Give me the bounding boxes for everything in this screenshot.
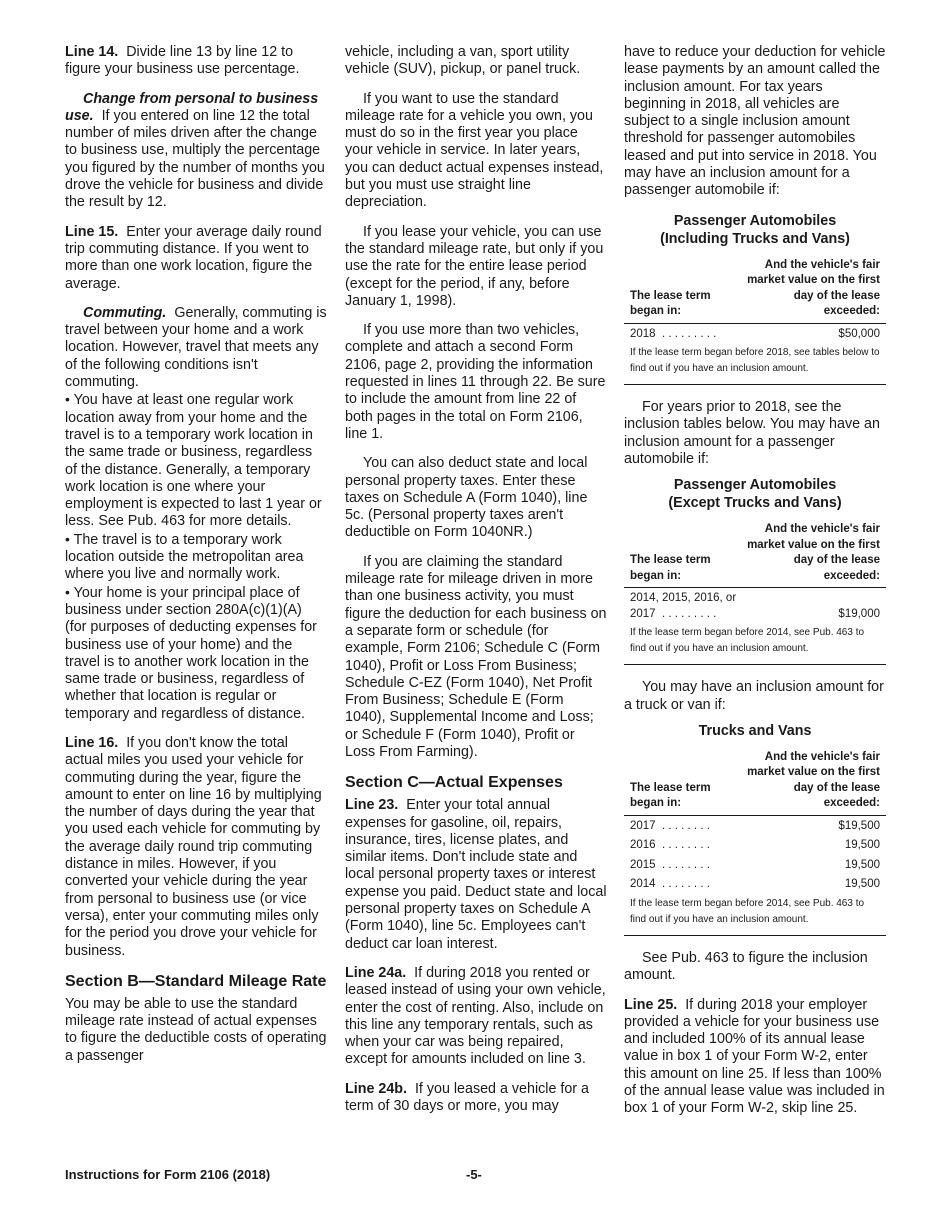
table-row: 2014 . . . . . . . . 19,500 (630, 878, 880, 891)
paragraph: have to reduce your deduction for vehicle lease payments by an amount called the inclusion amount. For tax years beginning in 2018, all vehicles are subject to a single inclusion amount threshold for passenger automobiles leased and put into service in 2018. You may have an inclusion amount for a passenger automobile if: (624, 44, 886, 199)
commuting-paragraph: Commuting. Generally, commuting is travel between your home and a work location. However, travel that meets any of the following conditions isn't commuting. (65, 304, 327, 391)
change-to-business-paragraph: Change from personal to business use. If you entered on line 12 the total number of miles driven after the change to business use, multiply the percentage you figured by the number of months you drove the vehicle for business and divide the result by 12. (65, 90, 325, 211)
paragraph: You can also deduct state and local personal property taxes. Enter these taxes on Schedule A (Form 1040), line 5c. (Personal property taxes aren't deductible on Form 1040NR.) (345, 455, 588, 541)
column-1 (65, 44, 327, 1077)
line-16-paragraph: Line 16. If you don't know the total actual miles you used your vehicle for commuting during the year, figure the amount to enter on line 16 by multiplying the number of days during the year that you used each vehicle for commuting by the average daily round trip commuting distance in miles. However, if you converted your vehicle during the year from personal to business use (or vice versa), enter your commuting miles only for the period you drove your vehicle for business. (65, 734, 322, 959)
paragraph: If you are claiming the standard mileage rate for mileage driven in more than one business activity, you must figure the deduction for each business on a separate form or schedule (for example, Form 2106; Schedule C (Form 1040), Profit or Loss From Business; Schedule C-EZ (Form 1040), Net Profit From Business; Schedule E (Form 1040), Supplemental Income and Loss; or Schedule F (Form 1040), Profit or Loss From Farming). (345, 553, 607, 760)
table-note: If the lease term began before 2014, see Pub. 463 to find out if you have an inclusion amount. (624, 623, 886, 665)
inclusion-table (624, 750, 886, 936)
bullet-item: • Your home is your principal place of business under section 280A(c)(1)(A) (for purposes of deducting expenses for business use of your home) and the travel is to another work location in the same trade or business, regardless of whether that location is regular or temporary and regardless of distance. (65, 583, 317, 722)
table-title: Passenger Automobiles (Including Trucks and Vans) (660, 212, 850, 247)
paragraph: For years prior to 2018, see the inclusion tables below. You may have an inclusion amount for a passenger automobile if: (624, 399, 880, 468)
table-row: 2017 . . . . . . . . $19,500 (630, 819, 880, 832)
table-title: Trucks and Vans (698, 722, 812, 739)
paragraph: If you use more than two vehicles, complete and attach a second Form 2106, page 2, providing the information requested in lines 11 through 22. Be sure to include the amount from line 22 of both pages in the total on Form 2106, line 1. (345, 322, 606, 442)
table-note: If the lease term began before 2018, see tables below to find out if you have an inclusion amount. (624, 343, 886, 385)
paragraph: You may have an inclusion amount for a truck or van if: (624, 679, 884, 713)
line-25-paragraph: Line 25. If during 2018 your employer provided a vehicle for your business use and included 100% of its annual lease value in box 1 of your Form W-2, enter this amount on line 25. If less than 100% of the annual lease value was included in box 1 of your Form W-2, skip line 25. (624, 996, 885, 1117)
section-c-heading: Section C—Actual Expenses (345, 774, 563, 792)
table-header: The lease term began in: And the vehicle's fair market value on the first day of the lease exceeded: (624, 750, 886, 816)
section-b-paragraph: You may be able to use the standard mileage rate instead of actual expenses to figure the deductible costs of operating a passenger (65, 995, 327, 1064)
bullet-item: • You have at least one regular work location away from your home and the travel is to a temporary work location in the same trade or business, regardless of the distance. Generally, a temporary work location is one where your employment is expected to last 1 year or less. See Pub. 463 for more details. (65, 391, 322, 530)
page-number: -5- (466, 1167, 482, 1182)
table-row: 2015 . . . . . . . . 19,500 (630, 858, 880, 871)
line-24b-paragraph: Line 24b. If you leased a vehicle for a term of 30 days or more, you may (345, 1080, 589, 1115)
column-3 (624, 44, 886, 1130)
column-2 (345, 44, 607, 1127)
table-row: 2014, 2015, 2016, or 2017 . . . . . . . . . $19,000 (630, 592, 880, 620)
line-15-paragraph: Line 15. Enter your average daily round trip commuting distance. If you went to more than one work location, figure the average. (65, 223, 322, 292)
inclusion-table (624, 522, 886, 665)
line-23-paragraph: Line 23. Enter your total annual expenses for gasoline, oil, repairs, insurance, tires, license plates, and similar items. Don't include state and local personal property taxes or interest expense you paid. Deduct state and local personal property taxes on Schedule A (Form 1040), line 5c. Employees can't deduct car loan interest. (345, 797, 607, 952)
inclusion-table (624, 258, 886, 386)
table-row: 2016 . . . . . . . . 19,500 (630, 839, 880, 852)
footer-form-title: Instructions for Form 2106 (2018) (65, 1167, 271, 1182)
table-header: The lease term began in: And the vehicle's fair market value on the first day of the lease exceeded: (624, 522, 886, 588)
bullet-item: • The travel is to a temporary work location outside the metropolitan area where you live and normally work. (65, 530, 304, 583)
table-header: The lease term began in: And the vehicle's fair market value on the first day of the lease exceeded: (624, 258, 886, 324)
table-title: Passenger Automobiles (Except Trucks and Vans) (668, 477, 842, 512)
section-b-heading: Section B—Standard Mileage Rate (65, 972, 327, 990)
table-note: If the lease term began before 2014, see Pub. 463 to find out if you have an inclusion amount. (624, 894, 886, 936)
table-row: 2018 . . . . . . . . . $50,000 (630, 327, 880, 340)
paragraph: If you want to use the standard mileage rate for a vehicle you own, you must do so in the first year you place your vehicle in service. In later years, you can deduct actual expenses instead, but you must use straight line depreciation. (345, 90, 604, 211)
paragraph: See Pub. 463 to figure the inclusion amount. (624, 949, 868, 984)
line-24a-paragraph: Line 24a. If during 2018 you rented or leased instead of using your own vehicle, enter the cost of renting. Also, include on this line any temporary rentals, such as when your car was being repaired, except for amounts included on line 3. (345, 964, 606, 1068)
paragraph: If you lease your vehicle, you can use the standard mileage rate, but only if you use the rate for the entire lease period (except for the period, if any, before January 1, 1998). (345, 223, 604, 309)
paragraph: vehicle, including a van, sport utility vehicle (SUV), pickup, or panel truck. (345, 44, 581, 78)
line-14-paragraph: Line 14. Divide line 13 by line 12 to figure your business use percentage. (65, 44, 300, 78)
